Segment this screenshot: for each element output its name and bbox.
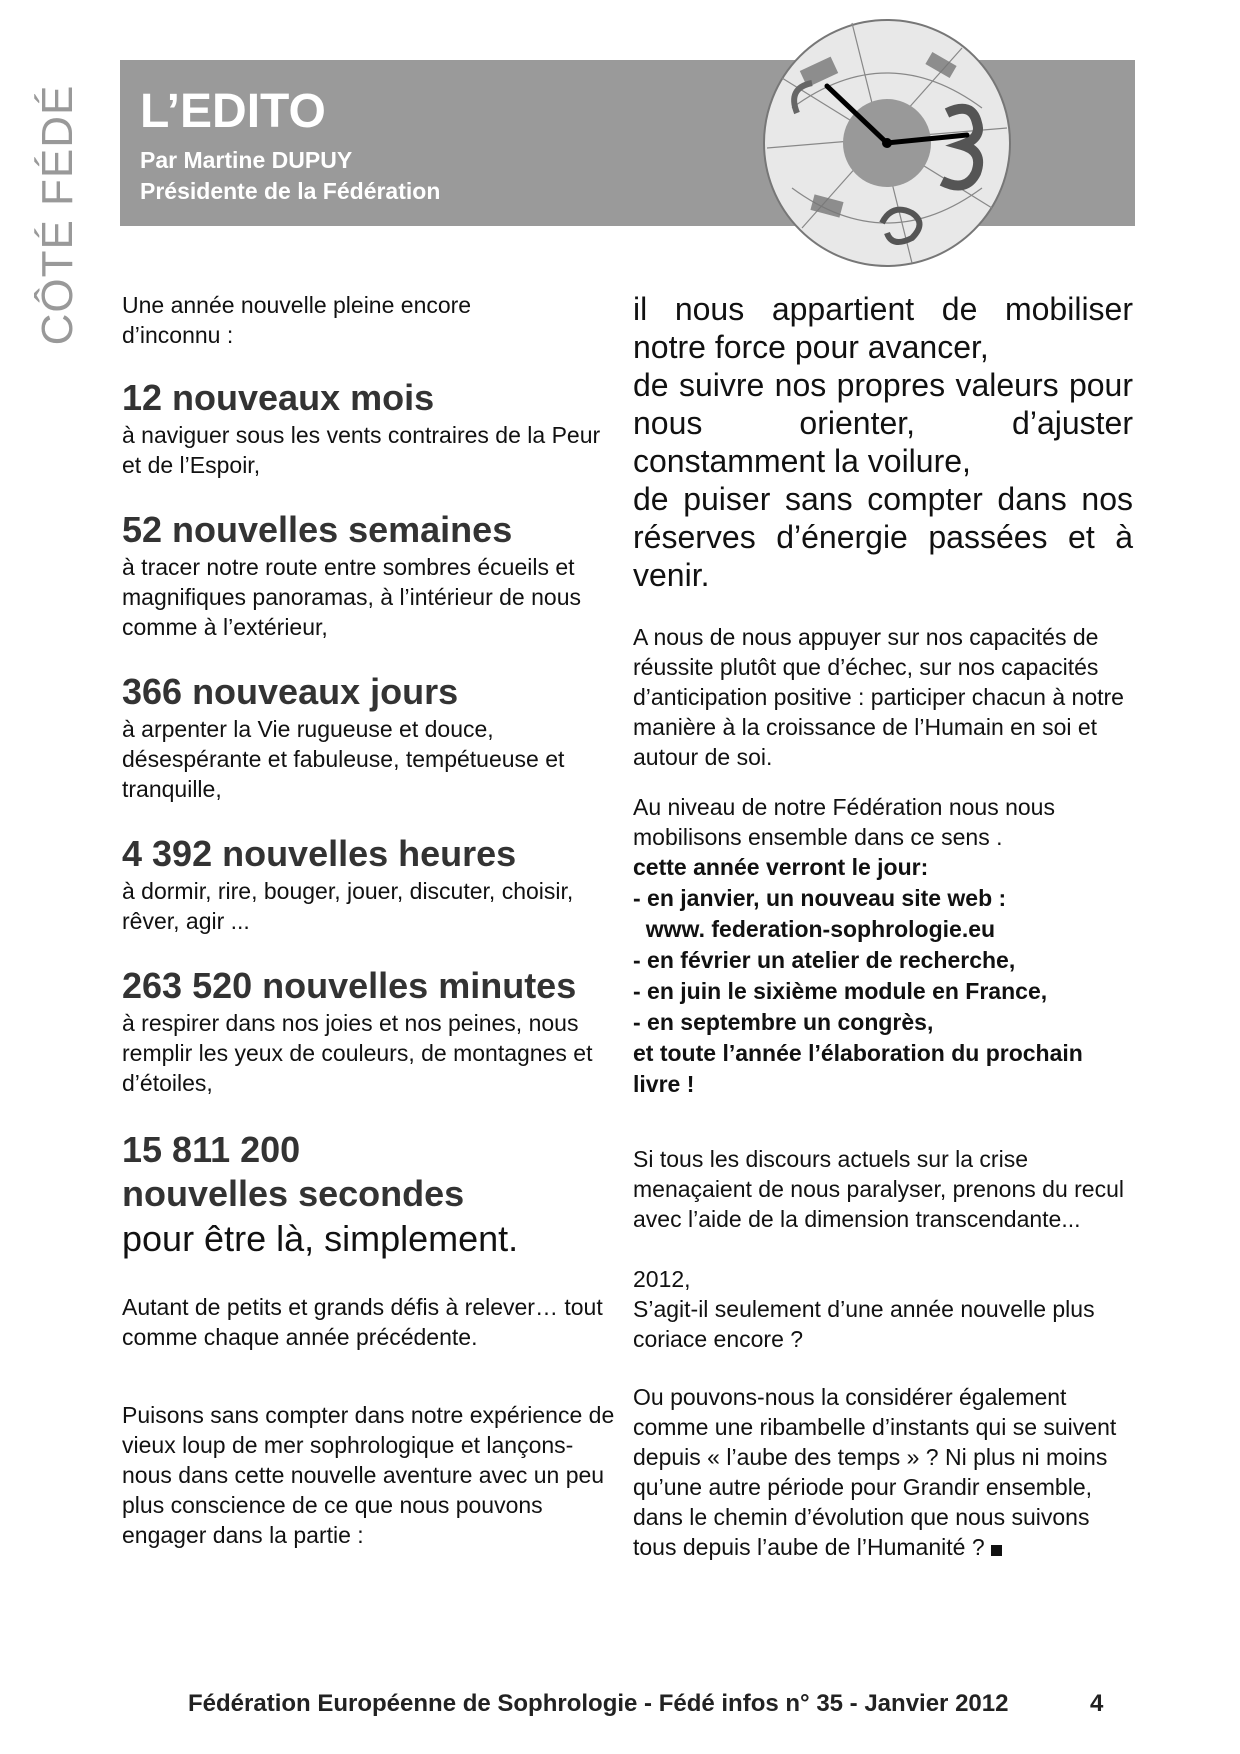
- announce-line: cette année verront le jour:: [633, 854, 929, 880]
- end-mark-icon: [991, 1545, 1002, 1556]
- text-weeks: à tracer notre route entre sombres écueils et magnifiques panoramas, à l’intérieur de nous comme à l’extérieur,: [122, 554, 581, 640]
- lead-line-2: de suivre nos propres valeurs pour nous orienter, d’ajuster constamment la voilure,: [633, 367, 1133, 479]
- right-column: [633, 290, 1133, 1562]
- announce-january: - en janvier, un nouveau site web :: [633, 885, 1007, 911]
- page-number: 4: [1090, 1690, 1104, 1717]
- heading-months: 12 nouveaux mois: [122, 377, 435, 418]
- website-link[interactable]: www. federation-sophrologie.eu: [633, 916, 996, 942]
- announce-september: - en septembre un congrès,: [633, 1009, 934, 1035]
- heading-hours: 4 392 nouvelles heures: [122, 833, 517, 874]
- paragraph-adventure: Puisons sans compter dans notre expérience de vieux loup de mer sophrologique et lançons-nous dans cette nouvelle aventure avec un peu plus conscience de ce que nous pouvons engager dans la partie :: [122, 1402, 615, 1548]
- page-title: L’EDITO: [140, 85, 326, 138]
- text-months: à naviguer sous les vents contraires de la Peur et de l’Espoir,: [122, 422, 601, 478]
- paragraph-closing-wrap: [633, 1382, 1133, 1562]
- heading-seconds-label: nouvelles secondes: [122, 1173, 465, 1214]
- heading-weeks: 52 nouvelles semaines: [122, 509, 513, 550]
- text-days: à arpenter la Vie rugueuse et douce, désespérante et fabuleuse, tempétueuse et tranquille,: [122, 716, 565, 802]
- left-column: [122, 290, 622, 1550]
- year-text: 2012,: [633, 1266, 691, 1292]
- paragraph-crisis: Si tous les discours actuels sur la crise menaçaient de nous paralyser, prenons du recul avec l’aide de la dimension transcendante...: [633, 1146, 1124, 1232]
- seconds-tagline: pour être là, simplement.: [122, 1218, 519, 1259]
- paragraph-closing: Ou pouvons-nous la considérer également comme une ribambelle d’instants qui se suivent depuis « l’aube des temps » ? Ni plus ni moins qu’une autre période pour Grandir ensemble, dans le chemin d’évolution que nous suivons tous depuis l’aube de l’Humanité ?: [633, 1384, 1117, 1560]
- intro-text: Une année nouvelle pleine encore d’inconnu :: [122, 292, 472, 348]
- footer-publication: Fédération Européenne de Sophrologie - Fédé infos n° 35 - Janvier 2012: [188, 1690, 1009, 1717]
- heading-minutes: 263 520 nouvelles minutes: [122, 965, 577, 1006]
- announce-book: et toute l’année l’élaboration du prochain livre !: [633, 1040, 1083, 1097]
- section-side-label: [34, 70, 82, 360]
- side-label-text: CÔTÉ FÉDÉ: [33, 84, 82, 346]
- heading-days: 366 nouveaux jours: [122, 671, 459, 712]
- lead-line-1: il nous appartient de mobiliser notre force pour avancer,: [633, 291, 1133, 365]
- heading-seconds-number: 15 811 200: [122, 1129, 301, 1170]
- text-hours: à dormir, rire, bouger, jouer, discuter, choisir, rêver, agir ...: [122, 878, 574, 934]
- paragraph-question: S’agit-il seulement d’une année nouvelle plus coriace encore ?: [633, 1296, 1095, 1352]
- author-role: Présidente de la Fédération: [140, 178, 441, 204]
- clock-illustration: [762, 18, 1012, 268]
- paragraph-challenges: Autant de petits et grands défis à relever… tout comme chaque année précédente.: [122, 1294, 603, 1350]
- author-line: Par Martine DUPUY: [140, 147, 353, 173]
- announce-june: - en juin le sixième module en France,: [633, 978, 1048, 1004]
- lead-line-3: de puiser sans compter dans nos réserves d’énergie passées et à venir.: [633, 481, 1133, 593]
- announce-february: - en février un atelier de recherche,: [633, 947, 1016, 973]
- text-minutes: à respirer dans nos joies et nos peines, nous remplir les yeux de couleurs, de montagnes et d’étoiles,: [122, 1010, 593, 1096]
- paragraph-federation: Au niveau de notre Fédération nous nous mobilisons ensemble dans ce sens .: [633, 794, 1055, 850]
- paragraph-capacities: A nous de nous appuyer sur nos capacités de réussite plutôt que d’échec, sur nos capacités d’anticipation positive : participer chacun à notre manière à la croissance de l’Humain en soi et autour de soi.: [633, 624, 1124, 770]
